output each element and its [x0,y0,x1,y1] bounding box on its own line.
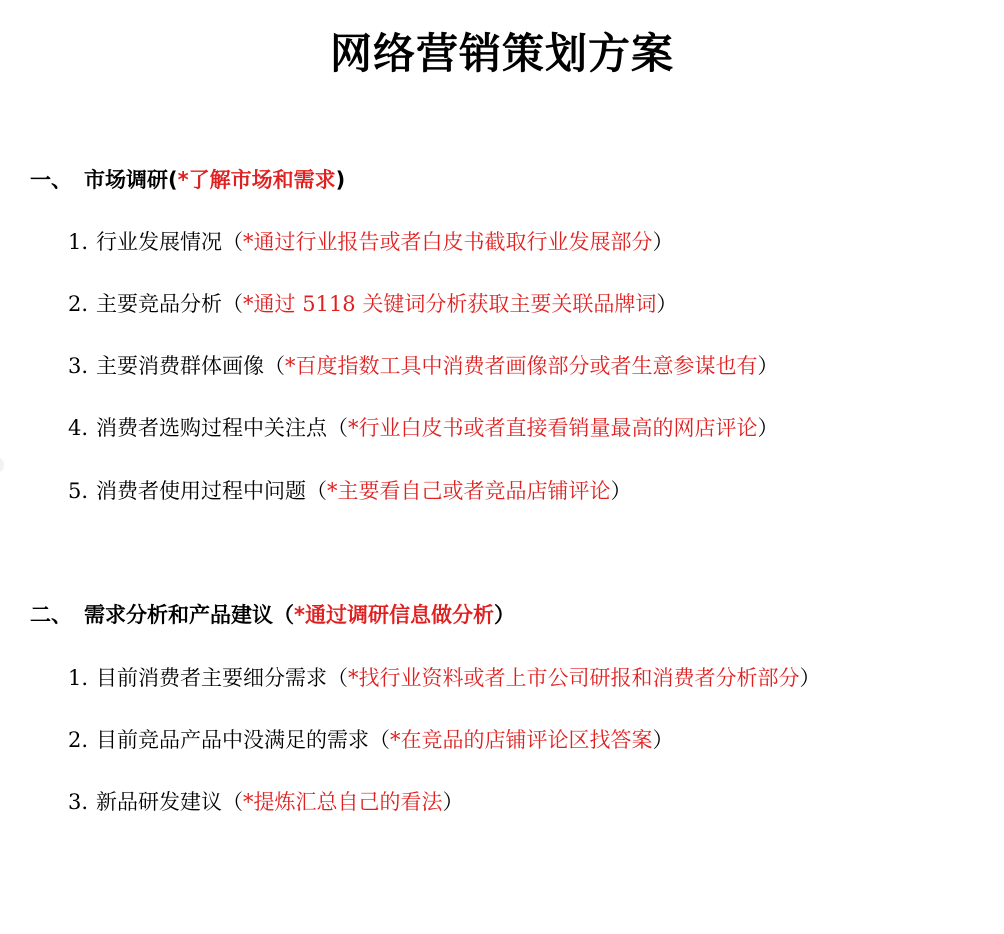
list-item [68,352,779,380]
section-close: ） [493,603,515,627]
item-note: *通过 5118 关键词分析获取主要关联品牌词 [243,292,657,316]
item-number: 3. [68,790,89,814]
item-number: 1. [68,666,89,690]
list-item [68,664,821,692]
item-number: 1. [68,230,89,254]
list-item [68,228,674,256]
item-note: *通过行业报告或者白皮书截取行业发展部分 [243,230,653,254]
item-number: 2. [68,728,89,752]
section-number: 一、 [30,168,72,192]
section-heading-market-research [30,166,345,194]
item-close: ） [442,790,464,814]
item-close: ） [799,666,821,690]
item-number: 4. [68,416,89,440]
list-item [68,477,632,505]
list-item [68,414,779,442]
section-heading-demand-analysis [30,601,515,629]
item-close: ） [652,230,674,254]
item-text: 目前消费者主要细分需求（ [96,666,349,690]
item-text: 消费者使用过程中问题（ [96,479,328,503]
section-number: 二、 [30,603,72,627]
item-close: ） [610,479,632,503]
section-close: ) [335,168,346,192]
item-note: *在竞品的店铺评论区找答案 [390,728,653,752]
item-number: 3. [68,354,89,378]
item-text: 行业发展情况（ [96,230,244,254]
item-text: 消费者选购过程中关注点（ [96,416,349,440]
item-note: *提炼汇总自己的看法 [243,790,443,814]
item-close: ） [656,292,678,316]
item-close: ） [757,416,779,440]
list-item [68,788,464,816]
item-close: ） [652,728,674,752]
item-note: *百度指数工具中消费者画像部分或者生意参谋也有 [285,354,758,378]
item-text: 新品研发建议（ [96,790,244,814]
list-item [68,290,677,318]
section-title: 市场调研( [84,168,178,192]
item-note: *行业白皮书或者直接看销量最高的网店评论 [348,416,758,440]
item-text: 主要消费群体画像（ [96,354,286,378]
item-text: 目前竞品产品中没满足的需求（ [96,728,391,752]
edge-marker [0,458,4,472]
section-title: 需求分析和产品建议（ [84,603,294,627]
section-note: *了解市场和需求 [177,168,336,192]
section-note: *通过调研信息做分析 [294,603,494,627]
item-note: *主要看自己或者竞品店铺评论 [327,479,611,503]
item-note: *找行业资料或者上市公司研报和消费者分析部分 [348,666,800,690]
item-number: 5. [68,479,89,503]
list-item [68,726,674,754]
item-text: 主要竞品分析（ [96,292,244,316]
item-number: 2. [68,292,89,316]
item-close: ） [757,354,779,378]
page-title: 网络营销策划方案 [329,29,674,78]
